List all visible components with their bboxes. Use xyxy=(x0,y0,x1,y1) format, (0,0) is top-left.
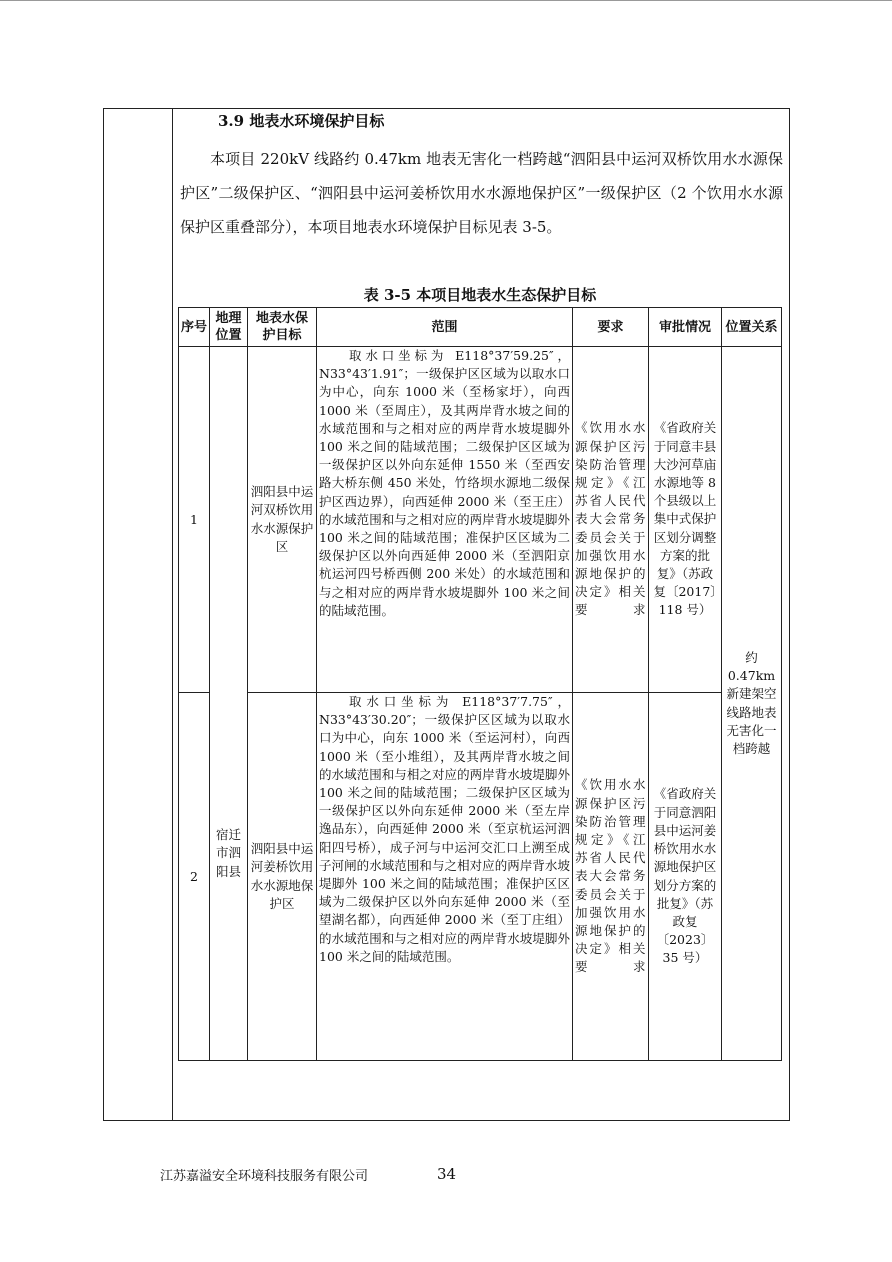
header-target: 地表水保护目标 xyxy=(248,308,317,347)
row-requirement: 《饮用水水源保护区污染防治管理规定》《江苏省人民代表大会常务委员会关于加强饮用水源地保护的决定》相关要求 xyxy=(573,347,649,693)
row-range xyxy=(317,347,573,693)
section-title: 3.9 地表水环境保护目标 xyxy=(218,112,385,130)
row-no: 1 xyxy=(179,347,210,693)
page-number: 34 xyxy=(437,1165,457,1183)
range-text: 取水口坐标为 E118°37′7.75″，N33°43′30.20″；一级保护区区域为以取水口为中心，向东 1000 米（至运河村），向西 1000 米（至小堆组），及其两岸背水坡之间的水域范围和与相之对应的两岸背水坡堤脚外 100 米之间的陆域范围；二级保护区区域为一级保护区以外向东延伸 2000 米（至左岸逸品东），向西延伸 2000 米（至京杭运河泗阳四号桥），成子河与中运河交汇口上溯至成子河闸的水域范围和与之相对应的两岸背水坡堤脚外 100 米之间的陆域范围；准保护区区域为二级保护区以外向东延伸 2000 米（至望湖名都），向西延伸 2000 米（至丁庄组）的水域范围和与之相对应的两岸背水坡堤脚外 100 米之间的陆域范围。 xyxy=(319,694,570,964)
header-approval: 审批情况 xyxy=(649,308,722,347)
row-no: 2 xyxy=(179,693,210,1061)
row-range xyxy=(317,693,573,1061)
header-relation: 位置关系 xyxy=(722,308,782,347)
row-target: 泗阳县中运河双桥饮用水水源保护区 xyxy=(248,347,317,693)
location-text: 宿迁市泗阳县 xyxy=(215,826,241,879)
shared-location xyxy=(210,347,248,1061)
table-caption: 表 3-5 本项目地表水生态保护目标 xyxy=(363,286,597,304)
frame-left-column-divider xyxy=(172,108,173,1121)
row-requirement: 《饮用水水源保护区污染防治管理规定》《江苏省人民代表大会常务委员会关于加强饮用水源地保护的决定》相关要求 xyxy=(573,693,649,1061)
row-target: 泗阳县中运河姜桥饮用水水源地保护区 xyxy=(248,693,317,1061)
footer-company: 江苏嘉溢安全环境科技服务有限公司 xyxy=(160,1169,369,1184)
header-location: 地理位置 xyxy=(210,308,248,347)
section-paragraph xyxy=(180,142,783,244)
table-row xyxy=(179,347,782,693)
table-row xyxy=(179,693,782,1061)
protection-target-table xyxy=(178,307,782,1061)
row-approval: 《省政府关于同意泗阳县中运河姜桥饮用水水源地保护区划分方案的批复》（苏政复〔2023〕35 号） xyxy=(649,693,722,1061)
row-approval: 《省政府关于同意丰县大沙河草庙水源地等 8 个县级以上集中式保护区划分调整方案的批复》（苏政复〔2017〕118 号） xyxy=(649,347,722,693)
header-requirement: 要求 xyxy=(573,308,649,347)
shared-relation: 约 0.47km 新建架空线路地表无害化一档跨越 xyxy=(722,347,782,1061)
paragraph-text: 本项目 220kV 线路约 0.47km 地表无害化一档跨越“泗阳县中运河双桥饮用水水源保护区”二级保护区、“泗阳县中运河姜桥饮用水水源地保护区”一级保护区（2 个饮用水水源保护区重叠部分），本项目地表水环境保护目标见表 3-5。 xyxy=(180,150,783,236)
range-text: 取水口坐标为 E118°37′59.25″，N33°43′1.91″；一级保护区区域为以取水口为中心，向东 1000 米（至杨家圩），向西 1000 米（至周庄），及其两岸背水坡之间的水域范围和与之相对应的两岸背水坡堤脚外 100 米之间的陆域范围；二级保护区区域为一级保护区以外向东延伸 1550 米（至西安路大桥东侧 450 米处，竹络坝水源地二级保护区西边界），向西延伸 2000 米（至王庄）的水域范围和与之相对应的两岸背水坡堤脚外 100 米之间的陆域范围；准保护区区域为二级保护区以外向西延伸 2000 米（至泗阳京杭运河四号桥西侧 200 米处）的水域范围和与之相对应的两岸背水坡堤脚外 100 米之间的陆域范围。 xyxy=(319,348,570,618)
table-header-row xyxy=(179,308,782,347)
header-no: 序号 xyxy=(179,308,210,347)
page-top-rule xyxy=(0,0,892,1)
header-range: 范围 xyxy=(317,308,573,347)
